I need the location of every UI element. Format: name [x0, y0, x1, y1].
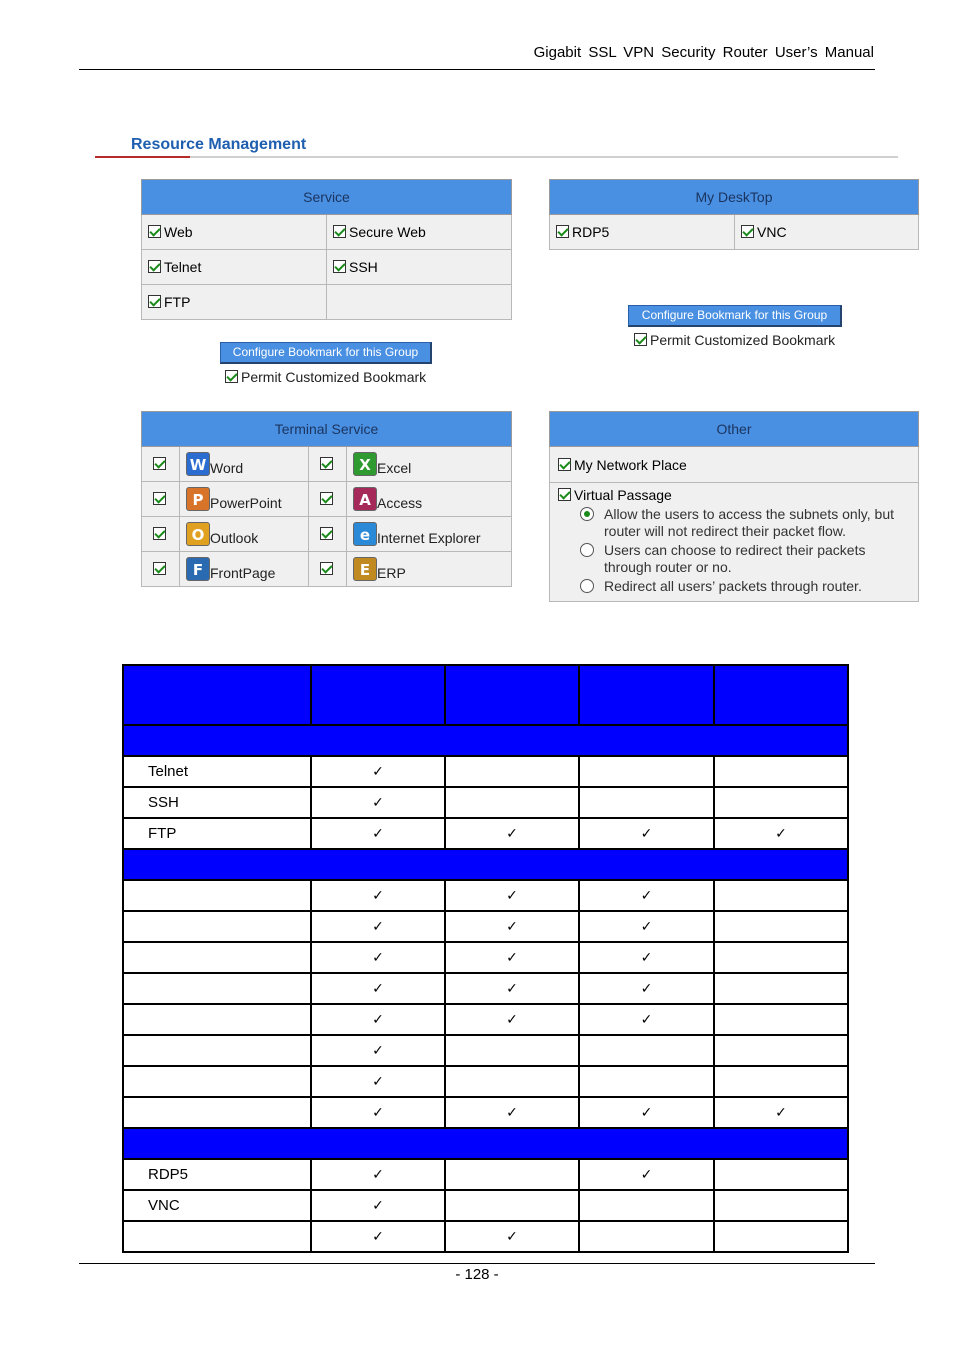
page-number: - 128 -	[455, 1266, 499, 1283]
access-icon: A	[353, 487, 377, 511]
permission-cell	[714, 1221, 848, 1252]
service-secure-web-cell	[327, 215, 512, 250]
permission-cell	[311, 911, 445, 942]
check-mark-icon: ✓	[640, 826, 653, 842]
app-label: PowerPoint	[210, 495, 282, 511]
table-row	[123, 1221, 848, 1252]
check-mark-icon: ✓	[372, 1198, 384, 1214]
ts-app-excel	[347, 447, 512, 482]
desktop-heading: My DeskTop	[550, 180, 919, 215]
permission-cell	[445, 1190, 579, 1221]
ts-checkbox-cell	[309, 482, 347, 517]
permission-cell	[714, 1159, 848, 1190]
checkbox-network-place[interactable]	[558, 458, 571, 471]
checkbox-label: Permit Customized Bookmark	[241, 369, 427, 385]
checkbox-erp[interactable]	[320, 562, 333, 575]
check-mark-icon: ✓	[506, 826, 518, 842]
permission-cell	[445, 818, 579, 849]
check-mark-icon: ✓	[640, 1167, 653, 1183]
table-row	[123, 973, 848, 1004]
permission-cell	[579, 818, 714, 849]
permission-cell	[445, 880, 579, 911]
check-mark-icon: ✓	[506, 1105, 518, 1121]
row-label: SSH	[123, 787, 311, 818]
ts-checkbox-cell	[309, 552, 347, 587]
permit-customized-desktop	[634, 332, 835, 348]
desktop-rdp5-cell	[550, 215, 735, 250]
table-row	[123, 1190, 848, 1221]
table-row	[123, 942, 848, 973]
check-mark-icon: ✓	[640, 919, 653, 935]
table-row	[123, 1159, 848, 1190]
check-mark-icon: ✓	[372, 1043, 384, 1059]
table-row	[123, 1035, 848, 1066]
checkbox-label: FTP	[164, 294, 191, 310]
radio-subnets-only[interactable]	[580, 507, 594, 521]
title-underline	[190, 156, 898, 158]
permission-cell	[311, 1190, 445, 1221]
row-label	[123, 1221, 311, 1252]
permission-cell	[579, 1066, 714, 1097]
checkbox-access[interactable]	[320, 492, 333, 505]
service-ftp-cell	[142, 285, 327, 320]
permission-cell	[445, 1159, 579, 1190]
permission-cell	[311, 1066, 445, 1097]
other-heading: Other	[550, 412, 919, 447]
table-row	[123, 911, 848, 942]
matrix-header-cell	[311, 665, 445, 725]
option-label: Redirect all users’ packets through router.	[604, 578, 862, 594]
frontpage-icon: F	[186, 557, 210, 581]
ts-app-access	[347, 482, 512, 517]
check-mark-icon: ✓	[372, 1105, 384, 1121]
checkbox-label: VNC	[757, 224, 787, 240]
permission-cell	[714, 756, 848, 787]
check-mark-icon: ✓	[372, 919, 384, 935]
check-mark-icon: ✓	[775, 826, 787, 842]
matrix-section-row	[123, 725, 848, 756]
ts-app-erp	[347, 552, 512, 587]
check-mark-icon: ✓	[372, 795, 384, 811]
permission-cell	[445, 1066, 579, 1097]
ts-checkbox-cell	[142, 552, 180, 587]
permission-cell	[714, 818, 848, 849]
row-label	[123, 1066, 311, 1097]
checkbox-secure-web[interactable]	[333, 225, 346, 238]
ts-app-ie	[347, 517, 512, 552]
permission-cell	[311, 787, 445, 818]
row-label	[123, 973, 311, 1004]
matrix-header-row	[123, 665, 848, 725]
app-label: Outlook	[210, 530, 259, 546]
header-divider	[79, 69, 875, 70]
ts-app-frontpage	[180, 552, 309, 587]
checkbox-rdp5[interactable]	[556, 225, 569, 238]
permission-cell	[311, 818, 445, 849]
option-label: Users can choose to redirect their packets through router or no.	[604, 542, 866, 575]
check-mark-icon: ✓	[506, 888, 518, 904]
app-label: Internet Explorer	[377, 530, 481, 546]
permission-cell	[311, 1035, 445, 1066]
service-ssh-cell	[327, 250, 512, 285]
matrix-header-cell	[123, 665, 311, 725]
checkbox-internet-explorer[interactable]	[320, 527, 333, 540]
check-mark-icon: ✓	[372, 1012, 384, 1028]
matrix-header-cell	[714, 665, 848, 725]
check-mark-icon: ✓	[506, 919, 518, 935]
network-place-cell	[550, 447, 919, 483]
matrix-section-cell	[123, 725, 848, 756]
row-label: Telnet	[123, 756, 311, 787]
permission-cell	[445, 911, 579, 942]
permission-cell	[579, 1035, 714, 1066]
terminal-heading: Terminal Service	[142, 412, 512, 447]
check-mark-icon: ✓	[506, 950, 518, 966]
app-label: Excel	[377, 460, 412, 476]
permission-cell	[714, 1190, 848, 1221]
ts-app-powerpoint	[180, 482, 309, 517]
permission-cell	[445, 1035, 579, 1066]
erp-icon: E	[353, 557, 377, 581]
service-web-cell	[142, 215, 327, 250]
title-underline-accent	[95, 156, 190, 158]
permission-cell	[714, 1097, 848, 1128]
virtual-passage-cell	[550, 483, 919, 602]
check-mark-icon: ✓	[640, 888, 653, 904]
permission-cell	[579, 973, 714, 1004]
permission-cell	[311, 756, 445, 787]
check-mark-icon: ✓	[506, 1012, 518, 1028]
permission-cell	[579, 1190, 714, 1221]
footer-divider	[79, 1263, 875, 1264]
matrix-section-row	[123, 1128, 848, 1159]
permission-cell	[579, 1097, 714, 1128]
checkbox-label: My Network Place	[574, 456, 687, 473]
permission-cell	[714, 787, 848, 818]
desktop-vnc-cell	[735, 215, 919, 250]
ts-app-outlook	[180, 517, 309, 552]
checkbox-label: RDP5	[572, 224, 610, 240]
table-row	[123, 1004, 848, 1035]
permission-cell	[311, 973, 445, 1004]
outlook-icon: O	[186, 522, 210, 546]
permission-cell	[311, 1159, 445, 1190]
permission-cell	[579, 1221, 714, 1252]
permission-cell	[714, 973, 848, 1004]
permission-cell	[311, 1097, 445, 1128]
document-header: Gigabit SSL VPN Security Router User’s Manual	[533, 44, 874, 61]
permission-cell	[445, 942, 579, 973]
check-mark-icon: ✓	[372, 1229, 384, 1245]
permission-cell	[445, 1004, 579, 1035]
check-mark-icon: ✓	[372, 950, 384, 966]
app-label: ERP	[377, 565, 406, 581]
checkbox-label: SSH	[349, 259, 378, 275]
ts-checkbox-cell	[309, 517, 347, 552]
row-label	[123, 1097, 311, 1128]
excel-icon: X	[353, 452, 377, 476]
configure-bookmark-button-service[interactable]: Configure Bookmark for this Group	[220, 342, 432, 364]
vp-option-redirect-all	[580, 578, 910, 595]
check-mark-icon: ✓	[372, 888, 384, 904]
table-row	[123, 818, 848, 849]
permission-cell	[714, 911, 848, 942]
checkbox-label: Telnet	[164, 259, 202, 275]
ts-app-word	[180, 447, 309, 482]
permission-cell	[445, 787, 579, 818]
word-icon: W	[186, 452, 210, 476]
matrix-section-row	[123, 849, 848, 880]
checkbox-powerpoint[interactable]	[153, 492, 166, 505]
table-row	[123, 756, 848, 787]
checkbox-label: Permit Customized Bookmark	[650, 332, 836, 348]
terminal-service-table	[141, 411, 512, 587]
service-table	[141, 179, 512, 320]
matrix-section-cell	[123, 849, 848, 880]
permission-cell	[579, 942, 714, 973]
checkbox-excel[interactable]	[320, 457, 333, 470]
vp-option-user-choice	[580, 542, 910, 576]
checkbox-ssh[interactable]	[333, 260, 346, 273]
permission-cell	[579, 787, 714, 818]
checkbox-label: Virtual Passage	[574, 487, 672, 503]
ts-checkbox-cell	[142, 482, 180, 517]
checkbox-outlook[interactable]	[153, 527, 166, 540]
permit-customized-service	[225, 369, 426, 385]
check-mark-icon: ✓	[372, 1167, 384, 1183]
checkbox-vnc[interactable]	[741, 225, 754, 238]
check-mark-icon: ✓	[640, 981, 653, 997]
desktop-table	[549, 179, 919, 250]
checkbox-frontpage[interactable]	[153, 562, 166, 575]
permission-cell	[714, 1035, 848, 1066]
app-label: Word	[210, 460, 244, 476]
permission-cell	[311, 1004, 445, 1035]
row-label	[123, 880, 311, 911]
row-label	[123, 942, 311, 973]
permission-cell	[579, 911, 714, 942]
checkbox-web[interactable]	[148, 225, 161, 238]
vp-option-subnets-only	[580, 506, 910, 540]
permission-cell	[311, 1221, 445, 1252]
checkbox-virtual-passage[interactable]	[558, 488, 571, 501]
permission-cell	[445, 1097, 579, 1128]
permission-matrix-table	[122, 664, 849, 1253]
matrix-header-cell	[445, 665, 579, 725]
check-mark-icon: ✓	[640, 1105, 653, 1121]
permission-cell	[311, 880, 445, 911]
service-heading: Service	[142, 180, 512, 215]
row-label	[123, 911, 311, 942]
matrix-section-cell	[123, 1128, 848, 1159]
row-label	[123, 1004, 311, 1035]
matrix-header-cell	[579, 665, 714, 725]
row-label: RDP5	[123, 1159, 311, 1190]
check-mark-icon: ✓	[372, 764, 384, 780]
ie-icon: e	[353, 522, 377, 546]
check-mark-icon: ✓	[506, 1229, 518, 1245]
permission-cell	[579, 880, 714, 911]
table-row	[123, 1066, 848, 1097]
checkbox-permit-desktop[interactable]	[634, 333, 647, 346]
permission-cell	[714, 1004, 848, 1035]
checkbox-permit-service[interactable]	[225, 370, 238, 383]
permission-cell	[445, 973, 579, 1004]
permission-cell	[714, 1066, 848, 1097]
checkbox-label: Secure Web	[349, 224, 426, 240]
option-label: Allow the users to access the subnets only, but router will not redirect their packet flow.	[604, 506, 895, 539]
check-mark-icon: ✓	[372, 826, 384, 842]
row-label	[123, 1035, 311, 1066]
ts-checkbox-cell	[309, 447, 347, 482]
checkbox-telnet[interactable]	[148, 260, 161, 273]
ts-checkbox-cell	[142, 517, 180, 552]
check-mark-icon: ✓	[372, 981, 384, 997]
check-mark-icon: ✓	[506, 981, 518, 997]
radio-user-choice[interactable]	[580, 543, 594, 557]
check-mark-icon: ✓	[640, 1012, 653, 1028]
check-mark-icon: ✓	[775, 1105, 787, 1121]
permission-cell	[714, 942, 848, 973]
checkbox-label: Web	[164, 224, 193, 240]
service-empty-cell	[327, 285, 512, 320]
other-table	[549, 411, 919, 602]
app-label: FrontPage	[210, 565, 276, 581]
table-row	[123, 1097, 848, 1128]
check-mark-icon: ✓	[372, 1074, 384, 1090]
app-label: Access	[377, 495, 423, 511]
check-mark-icon: ✓	[640, 950, 653, 966]
permission-cell	[311, 942, 445, 973]
radio-redirect-all[interactable]	[580, 579, 594, 593]
permission-cell	[445, 1221, 579, 1252]
permission-cell	[579, 1159, 714, 1190]
configure-bookmark-button-desktop[interactable]: Configure Bookmark for this Group	[628, 305, 842, 327]
permission-cell	[579, 1004, 714, 1035]
checkbox-word[interactable]	[153, 457, 166, 470]
table-row	[123, 880, 848, 911]
checkbox-ftp[interactable]	[148, 295, 161, 308]
permission-cell	[714, 880, 848, 911]
row-label: VNC	[123, 1190, 311, 1221]
permission-cell	[445, 756, 579, 787]
table-row	[123, 787, 848, 818]
permission-cell	[579, 756, 714, 787]
row-label: FTP	[123, 818, 311, 849]
service-telnet-cell	[142, 250, 327, 285]
powerpoint-icon: P	[186, 487, 210, 511]
resource-management-title: Resource Management	[131, 136, 307, 153]
ts-checkbox-cell	[142, 447, 180, 482]
